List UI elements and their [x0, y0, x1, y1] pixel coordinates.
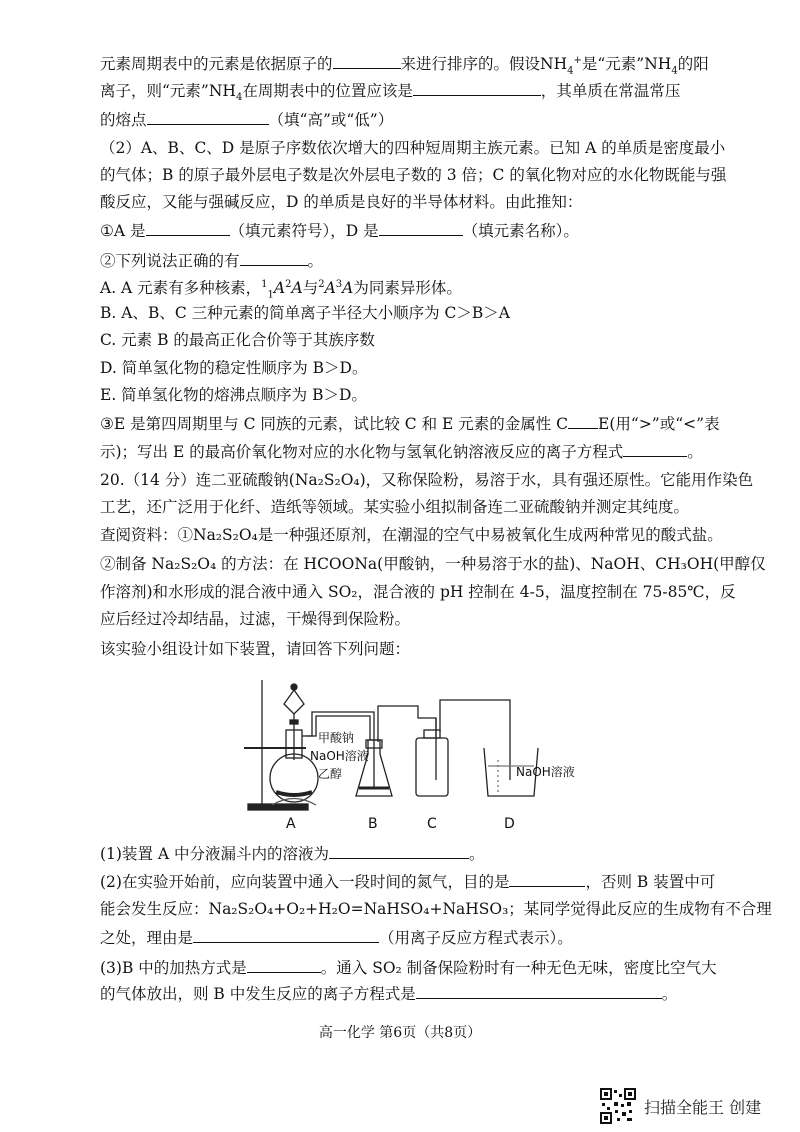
tube: [378, 706, 436, 742]
answer-blank: [147, 108, 269, 125]
page-footer: 高一化学 第6页（共8页）: [318, 1025, 482, 1041]
label-c: C: [427, 816, 437, 832]
superscript: 2: [285, 279, 292, 290]
label-ethanol: 乙醇: [318, 767, 343, 781]
text: （用离子反应方程式表示）。: [379, 929, 573, 947]
text: 离子，则“元素”NH: [100, 82, 236, 100]
text-line: [100, 926, 573, 949]
text: 。: [687, 443, 703, 461]
text-line: 能会发生反应：Na₂S₂O₄+O₂+H₂O=NaHSO₄+NaHSO₃；某同学觉得此反应的生成物有不合理: [100, 900, 772, 918]
text: 在周期表中的位置应该是: [242, 82, 413, 100]
watermark-text: 扫描全能王 创建: [644, 1097, 762, 1117]
text-line: 酸反应，又能与强碱反应，D 的单质是良好的半导体材料。由此推知：: [100, 193, 583, 211]
answer-blank: [623, 440, 687, 457]
text: 来进行排序的。假设NH: [400, 55, 568, 74]
text: ②下列说法正确的有: [100, 252, 240, 270]
label-formate: 甲酸钠: [318, 731, 355, 745]
subscript: 4: [567, 65, 574, 77]
text: 的熔点: [100, 111, 147, 129]
text: （填元素名称）。: [462, 222, 579, 240]
text-line: [100, 842, 485, 865]
label-naoh-d: NaOH溶液: [516, 765, 575, 779]
superscript: 3: [335, 279, 343, 290]
text: (3)B 中的加热方式是: [100, 959, 247, 977]
bottle-c: [416, 700, 510, 796]
answer-blank: [568, 412, 598, 429]
text-line: 应后经过冷却结晶，过滤，干燥得到保险粉。: [100, 610, 411, 628]
text-line: 查阅资料：①Na₂S₂O₄是一种强还原剂，在潮湿的空气中易被氧化生成两种常见的酸式盐。: [100, 526, 723, 544]
text-line: 该实验小组设计如下装置，请回答下列问题：: [100, 640, 411, 658]
label-a: A: [286, 816, 296, 832]
text: 的气体放出，则 B 中发生反应的离子方程式是: [100, 985, 416, 1003]
answer-blank: [240, 249, 308, 266]
answer-blank: [509, 870, 585, 887]
text-line: [100, 870, 715, 893]
label-b: B: [368, 816, 378, 832]
scanner-watermark: [600, 1088, 761, 1124]
nuclide-symbol: A: [342, 279, 354, 298]
superscript: 2: [318, 279, 325, 290]
qr-code-icon: [600, 1088, 636, 1124]
text-line: ②制备 Na₂S₂O₄ 的方法：在 HCOONa(甲酸钠，一种易溶于水的盐)、NaOH、CH₃OH(甲醇仅: [100, 555, 766, 573]
answer-blank: [413, 79, 541, 96]
text-line: D. 简单氢化物的稳定性顺序为 B＞D。: [100, 359, 368, 377]
subscript: 1: [267, 289, 274, 301]
text-line: [100, 982, 677, 1005]
text-line: E. 简单氢化物的熔沸点顺序为 B＞D。: [100, 386, 367, 404]
text: 是“元素”NH: [581, 55, 672, 74]
text: 。: [469, 845, 485, 863]
label-naoh-b: NaOH溶液: [310, 749, 369, 763]
text: (2)在实验开始前，应向装置中通入一段时间的氮气，目的是: [100, 873, 510, 891]
text-line: [100, 50, 709, 82]
text-line: 作溶剂)和水形成的混合液中通入 SO₂，混合液的 pH 控制在 4-5，温度控制在 75-85℃，反: [100, 583, 736, 601]
answer-blank: [379, 219, 463, 236]
answer-blank: [333, 52, 401, 69]
text: 。: [661, 985, 678, 1003]
text-line: [100, 956, 717, 979]
text-line: 工艺，还广泛用于化纤、造纸等领域。某实验小组拟制备连二亚硫酸钠并测定其纯度。: [100, 498, 690, 516]
subscript: 4: [235, 92, 243, 104]
answer-blank: [416, 982, 662, 999]
text-line: [100, 79, 680, 109]
nuclide-symbol: A: [291, 279, 303, 298]
text-line: C. 元素 B 的最高正化合价等于其族序数: [100, 331, 375, 349]
text: A. A 元素有多种核素，: [100, 279, 262, 298]
text: ③E 是第四周期里与 C 同族的元素，试比较 C 和 E 元素的金属性 C: [100, 415, 569, 433]
stand: [244, 680, 308, 810]
text: 。通入 SO₂ 制备保险粉时有一种无色无味，密度比空气大: [320, 959, 717, 977]
nuclide-symbol: A: [273, 279, 286, 298]
text-line: 的气体；B 的原子最外层电子数是次外层电子数的 3 倍；C 的氧化物对应的水化物既能与强: [100, 166, 727, 184]
answer-blank: [146, 219, 230, 236]
apparatus-diagram: [236, 670, 575, 840]
text-line: （2）A、B、C、D 是原子序数依次增大的四种短周期主族元素。已知 A 的单质是密度最小: [100, 139, 726, 157]
text-line: [100, 219, 579, 242]
text: （填“高”或“低”）: [268, 111, 394, 129]
text-line: [100, 249, 323, 272]
superscript: +: [573, 55, 582, 66]
answer-blank: [247, 956, 321, 973]
text: 的阳: [677, 55, 709, 74]
text-line: [100, 412, 720, 435]
text: 示)；写出 E 的最高价氧化物对应的水化物与氢氧化钠溶液反应的离子方程式: [100, 443, 624, 461]
text: 元素周期表中的元素是依据原子的: [100, 55, 333, 74]
subscript: 4: [671, 65, 678, 77]
text: 之处，理由是: [100, 929, 194, 947]
text-line: [100, 440, 703, 463]
superscript: 1: [261, 279, 268, 290]
text-line: 20.（14 分）连二亚硫酸钠(Na₂S₂O₄)，又称保险粉，易溶于水，具有强还原性。它能用作染色: [100, 471, 754, 489]
text: ，否则 B 装置中可: [585, 873, 716, 891]
text: 为同素异形体。: [353, 279, 462, 298]
answer-blank: [329, 842, 469, 859]
text: 与: [302, 279, 319, 298]
text-line: B. A、B、C 三种元素的简单离子半径大小顺序为 C＞B＞A: [100, 304, 510, 322]
text: E(用“>”或“<”表: [598, 415, 720, 433]
text: （填元素符号），D 是: [229, 222, 379, 240]
text-line: [100, 108, 393, 131]
text: 。: [307, 252, 324, 270]
text: ①A 是: [100, 222, 146, 240]
nuclide-symbol: A: [324, 279, 336, 298]
text: (1)装置 A 中分液漏斗内的溶液为: [100, 845, 330, 863]
label-d: D: [504, 816, 515, 832]
answer-blank: [193, 926, 379, 943]
text: ，其单质在常温常压: [540, 82, 681, 100]
